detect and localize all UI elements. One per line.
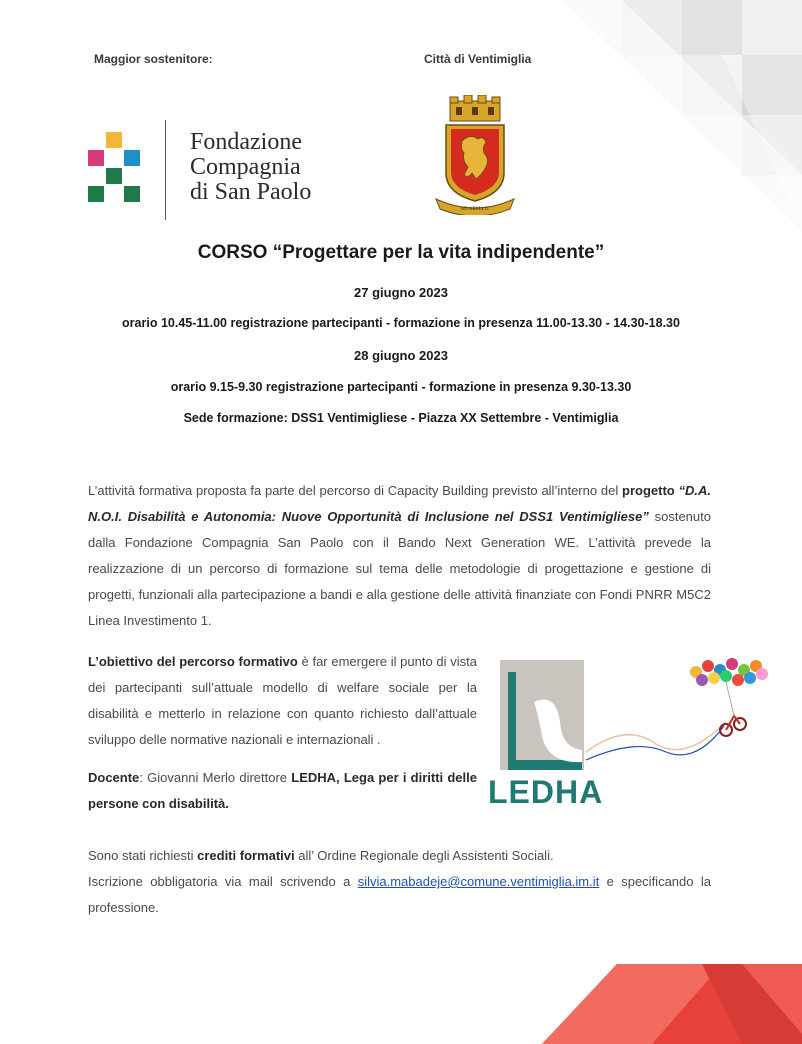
- pixel-squares-icon: [86, 130, 156, 220]
- registration-text-a: Iscrizione obbligatoria via mail scrivendo a: [88, 874, 358, 889]
- intro-paragraph: [88, 478, 711, 634]
- intro-text-c: sostenuto dalla Fondazione Compagnia San Paolo con il Bando Next Generation WE. L’attività prevede la realizzazione di un percorso di formazione sul tema delle metodologie di progettazione e gestione di progetti, funzionali alla partecipazione a bandi e alla gestione delle attività finanziate con Fondi PNRR M5C2 Linea Investimento 1.: [88, 509, 711, 628]
- crest-motto: AD ARMA IT: [460, 207, 490, 212]
- course-title: CORSO “Progettare per la vita indipendente”: [197, 242, 605, 263]
- ledha-logo: [486, 652, 776, 812]
- teacher-org: LEDHA, Lega per i diritti delle persone con disabilità.: [88, 770, 477, 811]
- foundation-line-1: Fondazione: [190, 129, 302, 155]
- intro-project-label: progetto: [622, 483, 675, 498]
- teacher-label: Docente: [88, 770, 140, 785]
- credits-paragraph: [88, 843, 711, 869]
- intro-text-a: L’attività formativa proposta fa parte del percorso di Capacity Building previsto all’interno del: [88, 483, 622, 498]
- sponsor-label: Maggior sostenitore:: [94, 52, 213, 66]
- teacher-text: : Giovanni Merlo direttore: [139, 770, 292, 785]
- date-day-two: 28 giugno 2023: [354, 348, 448, 363]
- objective-paragraph: [88, 649, 477, 753]
- venue: Sede formazione: DSS1 Ventimigliese - Piazza XX Settembre - Ventimiglia: [183, 411, 619, 425]
- fondazione-logo: [86, 120, 336, 220]
- ledha-wordmark: LEDHA: [488, 774, 604, 810]
- foundation-line-2: Compagnia: [190, 154, 301, 180]
- registration-paragraph: [88, 869, 711, 921]
- credits-text-a: Sono stati richiesti: [88, 848, 198, 863]
- foundation-line-3: di San Paolo: [190, 179, 312, 205]
- city-crest-icon: [432, 95, 518, 215]
- objective-label: L’obiettivo del percorso formativo: [88, 654, 298, 669]
- corner-decoration-top: [562, 0, 802, 230]
- credits-text-b: all’ Ordine Regionale degli Assistenti Sociali.: [294, 848, 554, 863]
- corner-decoration-bottom: [542, 964, 802, 1044]
- objective-text: è far emergere il punto di vista dei partecipanti sull’attuale modello di welfare sociale per la disabilità e metterlo in relazione con quanto richiesto dall’attuale sviluppo delle normative nazionali e internazionali .: [88, 654, 477, 747]
- schedule-day-two: orario 9.15-9.30 registrazione partecipanti - formazione in presenza 9.30-13.30: [170, 380, 632, 394]
- schedule-day-one: orario 10.45-11.00 registrazione partecipanti - formazione in presenza 11.00-13.30 - 14.30-18.30: [122, 316, 680, 330]
- date-day-one: 27 giugno 2023: [354, 285, 448, 300]
- registration-text-b: e specificando la professione.: [88, 874, 711, 915]
- logo-divider: [165, 120, 166, 220]
- project-name: “D.A. N.O.I. Disabilità e Autonomia: Nuove Opportunità di Inclusione nel DSS1 Ventimigliese”: [88, 483, 711, 524]
- fondazione-wordmark: [190, 130, 311, 205]
- email-link[interactable]: silvia.mabadeje@comune.ventimiglia.im.it: [357, 874, 600, 889]
- teacher-paragraph: [88, 765, 477, 817]
- credits-label: crediti formativi: [197, 848, 295, 863]
- city-label: Città di Ventimiglia: [424, 52, 532, 66]
